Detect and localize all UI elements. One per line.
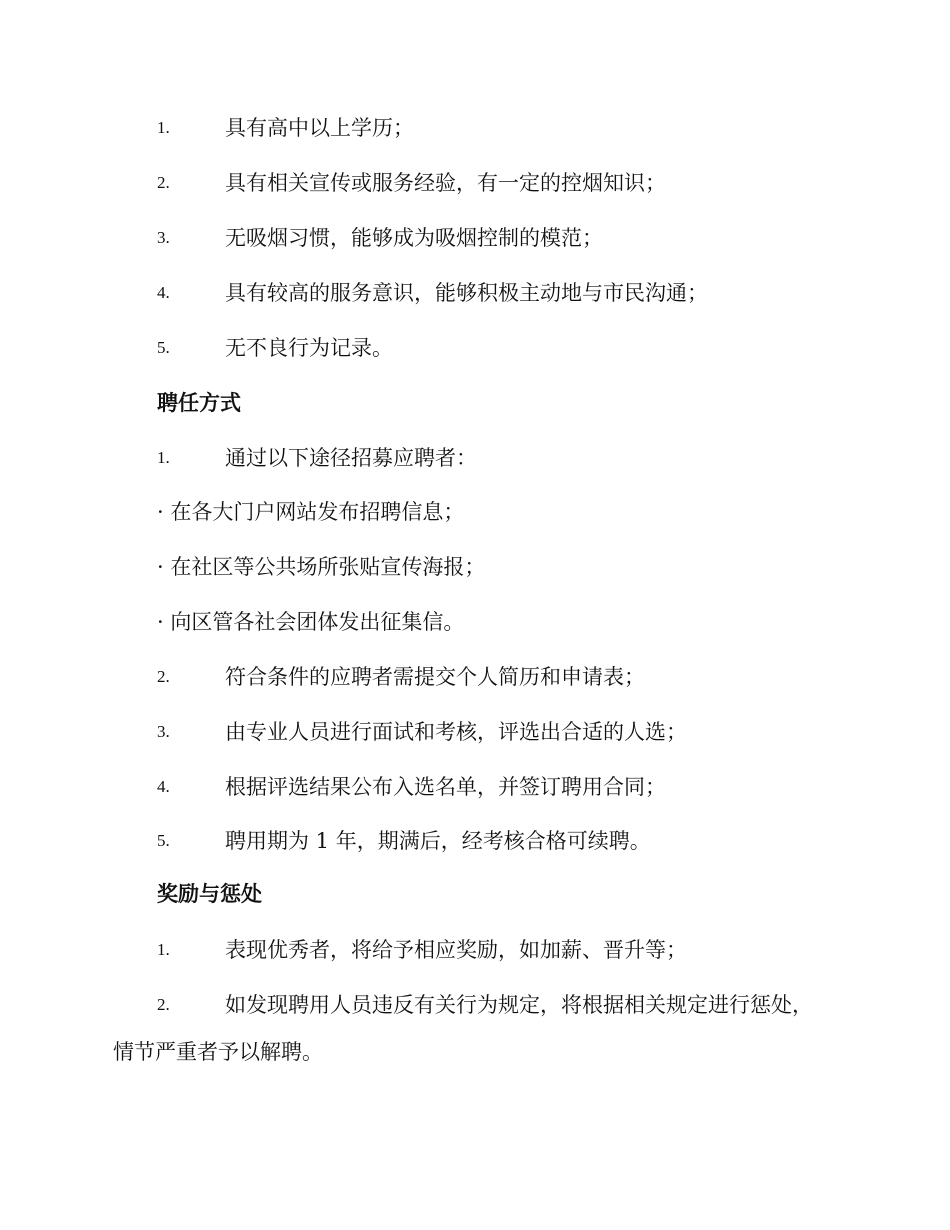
bullet-text: · 向区管各社会团体发出征集信。 xyxy=(157,610,465,634)
list-number: 1. xyxy=(157,448,170,467)
section-heading-rewards: 奖励与惩处 xyxy=(157,882,262,906)
list-number: 3. xyxy=(157,228,170,247)
list-number: 4. xyxy=(157,777,170,796)
bullet-text: · 在社区等公共场所张贴宣传海报； xyxy=(157,555,486,579)
list-text: 聘用期为 1 年，期满后，经考核合格可续聘。 xyxy=(225,829,651,853)
list-number: 5. xyxy=(157,831,170,850)
list-number: 1. xyxy=(157,940,170,959)
list-text: 无吸烟习惯，能够成为吸烟控制的模范； xyxy=(225,226,603,250)
list-text: 具有相关宣传或服务经验，有一定的控烟知识； xyxy=(225,171,666,195)
section-heading-recruitment: 聘任方式 xyxy=(157,391,241,415)
list-number: 2. xyxy=(157,173,170,192)
list-number: 3. xyxy=(157,722,170,741)
list-text: 具有高中以上学历； xyxy=(225,116,414,140)
list-text: 根据评选结果公布入选名单，并签订聘用合同； xyxy=(225,775,666,799)
list-text: 表现优秀者，将给予相应奖励，如加薪、晋升等； xyxy=(225,938,687,962)
list-text: 如发现聘用人员违反有关行为规定，将根据相关规定进行惩处， xyxy=(225,993,813,1017)
list-text: 通过以下途径招募应聘者： xyxy=(225,446,477,470)
list-text: 无不良行为记录。 xyxy=(225,336,393,360)
list-number: 1. xyxy=(157,118,170,137)
list-text: 具有较高的服务意识，能够积极主动地与市民沟通； xyxy=(225,281,708,305)
list-number: 4. xyxy=(157,283,170,302)
list-number: 5. xyxy=(157,338,170,357)
list-text-continuation: 情节严重者予以解聘。 xyxy=(113,1040,323,1064)
list-text: 符合条件的应聘者需提交个人简历和申请表； xyxy=(225,665,645,689)
bullet-text: · 在各大门户网站发布招聘信息； xyxy=(157,500,465,524)
list-number: 2. xyxy=(157,667,170,686)
list-text: 由专业人员进行面试和考核，评选出合适的人选； xyxy=(225,720,687,744)
list-number: 2. xyxy=(157,995,170,1014)
